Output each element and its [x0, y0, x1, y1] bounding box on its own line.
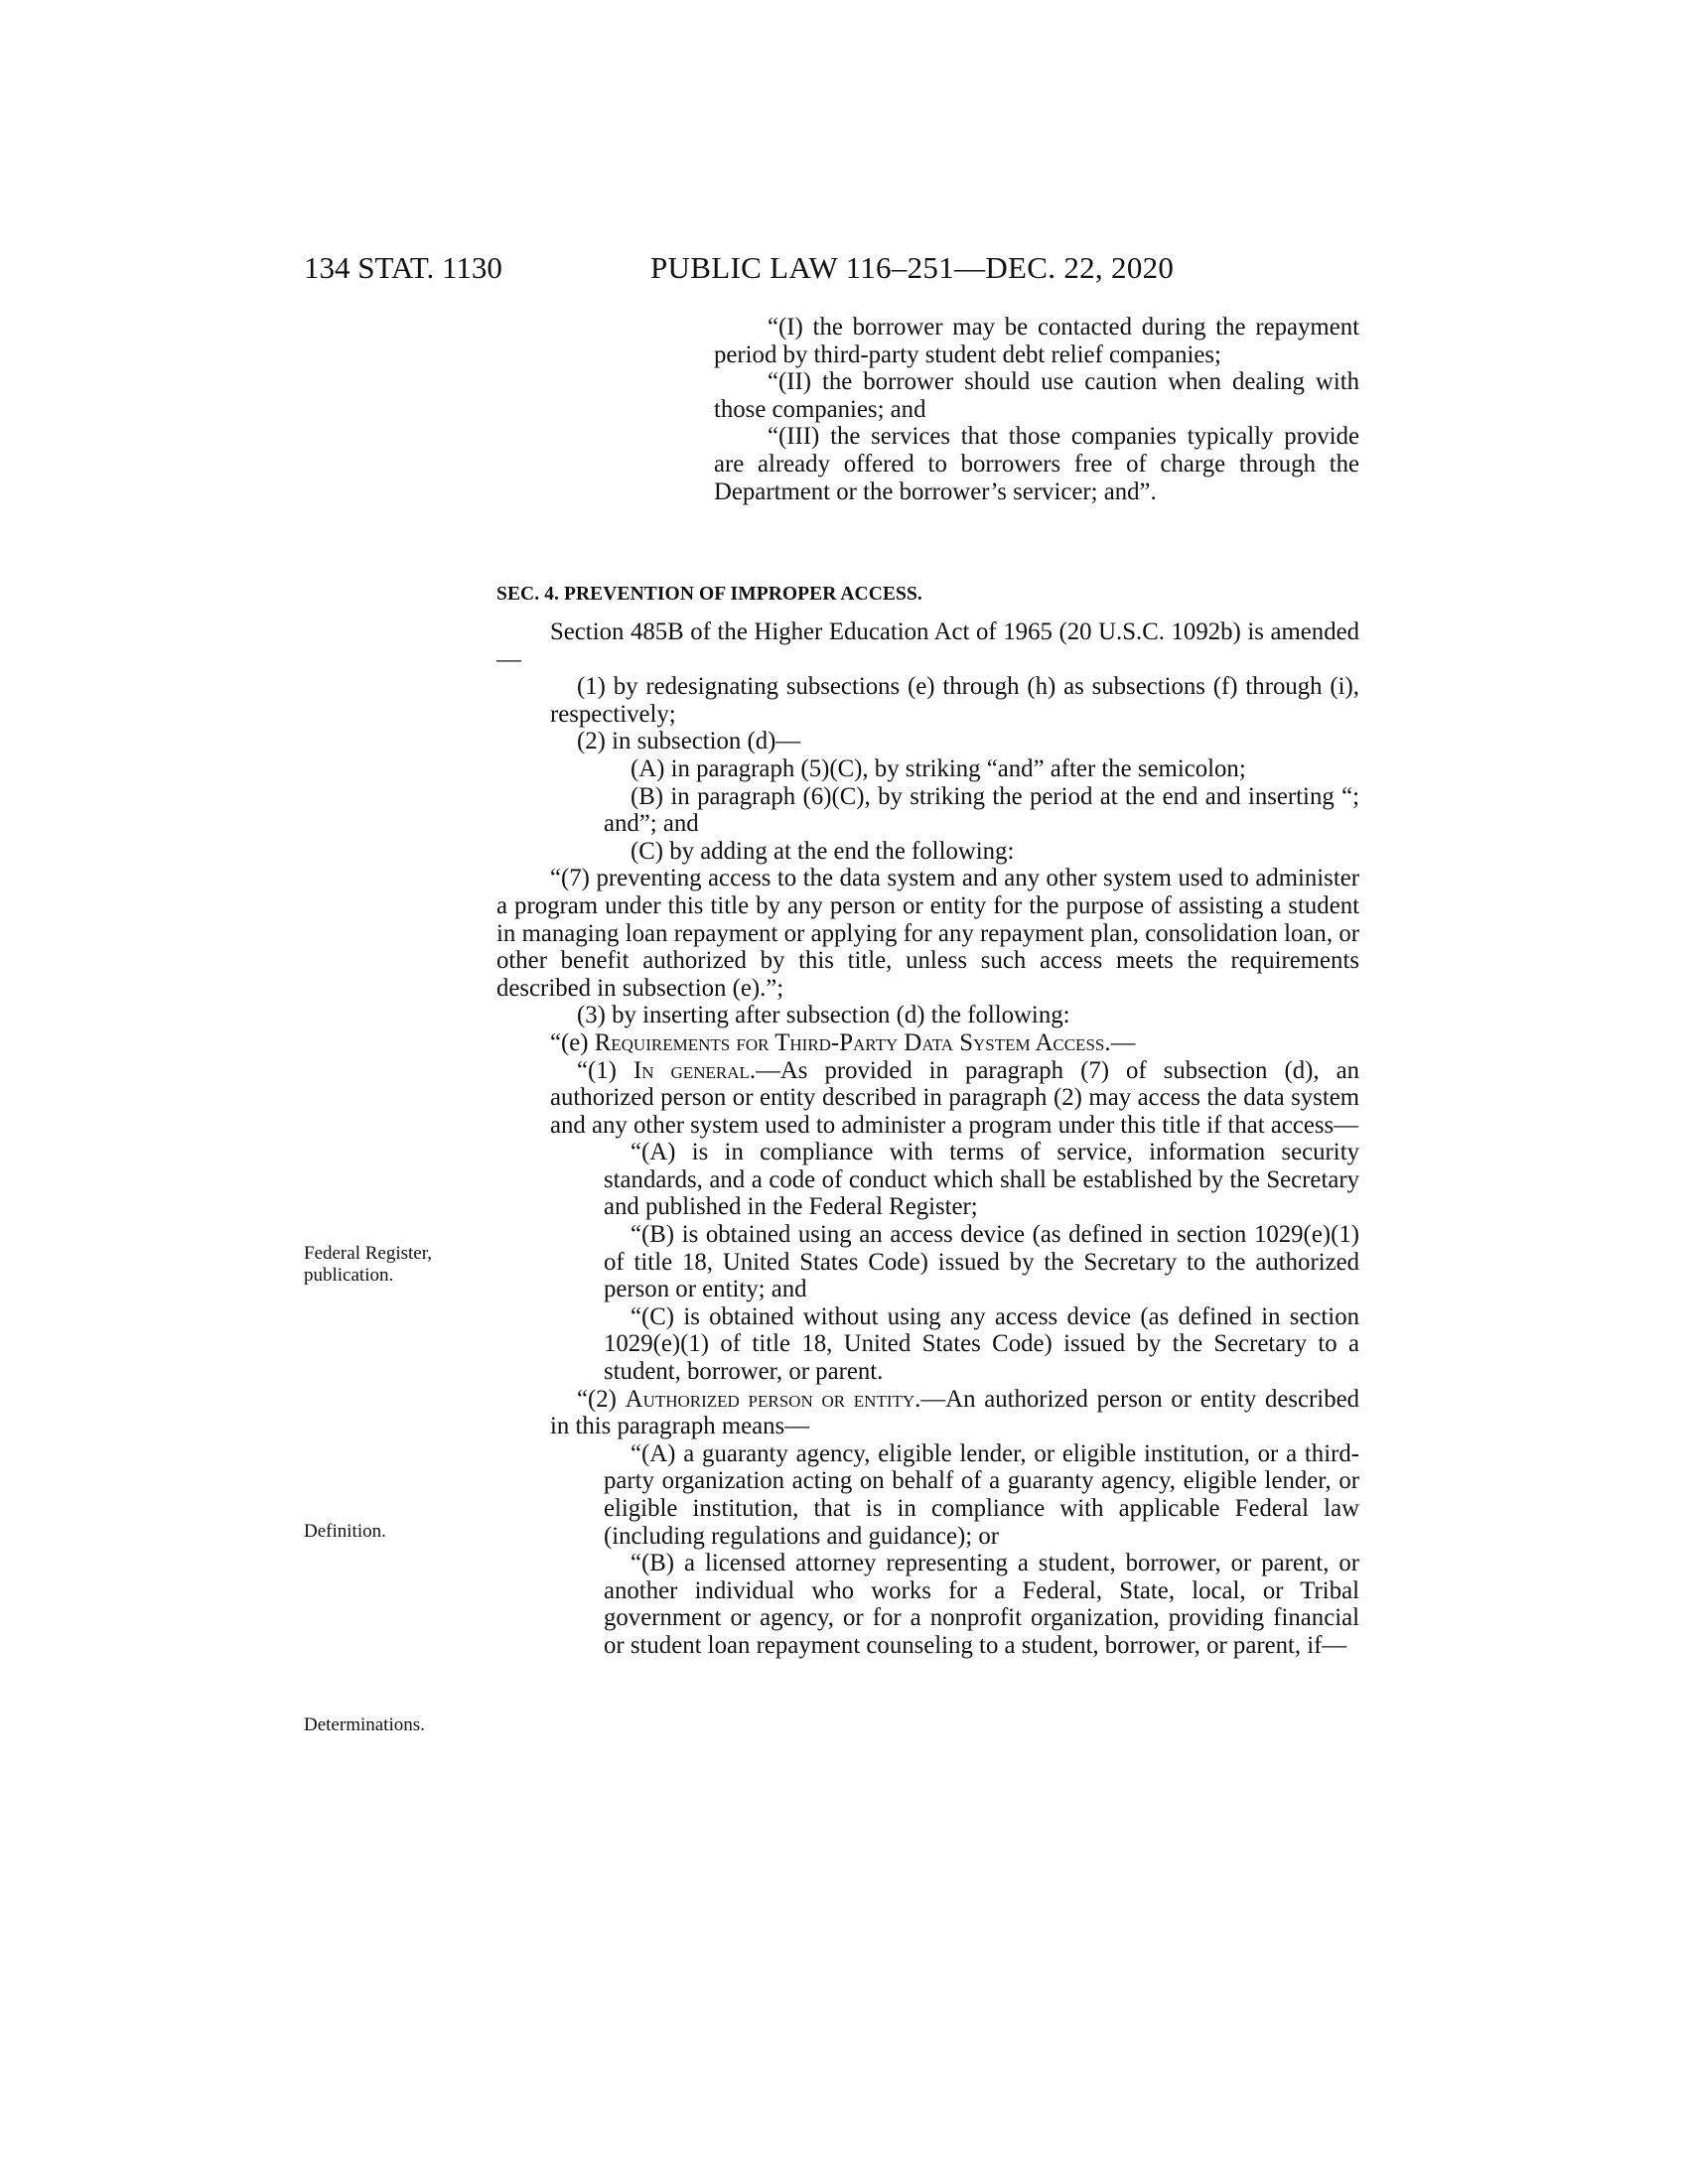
subclause-I: “(I) the borrower may be contacted during the repayment period by third-party student debt relief companies;	[714, 314, 1359, 368]
paragraph-2-B: (B) in paragraph (6)(C), by striking the period at the end and inserting “; and”; and	[604, 782, 1359, 838]
margin-note-line: Federal Register,	[304, 1243, 433, 1264]
subsection-e-2-A: “(A) a guaranty agency, eligible lender, or eligible institution, or a third-party organization acting on behalf of a guaranty agency, eligible lender, or eligible institution, that is in compliance with applicable Federal law (including regulations and guidance); or	[604, 1439, 1359, 1550]
e1-prefix: “(1)	[577, 1056, 617, 1084]
margin-note-line: publication.	[304, 1265, 394, 1286]
statute-page-number: 134 STAT. 1130	[304, 250, 502, 285]
paragraph-2-A: (A) in paragraph (5)(C), by striking “and” after the semicolon;	[631, 754, 1246, 782]
margin-note-definition: Definition.	[304, 1521, 386, 1542]
running-header-title: PUBLIC LAW 116–251—DEC. 22, 2020	[650, 250, 1175, 285]
e2-prefix: “(2)	[577, 1385, 617, 1413]
section-intro: Section 485B of the Higher Education Act of 1965 (20 U.S.C. 1092b) is amended—	[496, 618, 1359, 673]
e1-heading: In general.	[633, 1056, 757, 1084]
section-body	[496, 618, 1359, 1660]
section-heading: SEC. 4. PREVENTION OF IMPROPER ACCESS.	[496, 584, 922, 605]
paragraph-3: (3) by inserting after subsection (d) the following:	[577, 1002, 1070, 1029]
subsection-e-1	[550, 1057, 1359, 1140]
margin-note-determinations: Determinations.	[304, 1714, 425, 1735]
subsection-e-prefix: “(e)	[550, 1028, 589, 1056]
paragraph-2-C: (C) by adding at the end the following:	[631, 837, 1015, 865]
continued-subclauses	[714, 314, 1359, 505]
e2-heading: Authorized person or entity.	[625, 1385, 921, 1413]
subsection-e-dash: —	[1110, 1028, 1136, 1056]
paragraph-2: (2) in subsection (d)—	[577, 728, 801, 755]
inserted-paragraph-7: “(7) preventing access to the data system and any other system used to administer a program under this title by any person or entity for the purpose of assisting a student in managing loan repayment or applying for any repayment plan, consolidation loan, or other benefit authorized by this title, unless such access meets the requirements described in subsection (e).”;	[496, 865, 1359, 1002]
paragraph-1: (1) by redesignating subsections (e) through (h) as subsections (f) through (i), respectively;	[550, 673, 1359, 728]
margin-note-federal-register	[304, 1243, 473, 1287]
subsection-e-1-A: “(A) is in compliance with terms of service, information security standards, and a code of conduct which shall be established by the Secretary and published in the Federal Register;	[604, 1139, 1359, 1221]
subsection-e-heading	[550, 1029, 1359, 1057]
e2-text: —An authorized person or entity described in this paragraph means—	[550, 1385, 1359, 1440]
subsection-e-2	[550, 1386, 1359, 1440]
subclause-III: “(III) the services that those companies typically provide are already offered to borrowers free of charge through the Department or the borrower’s servicer; and”.	[714, 423, 1359, 505]
subsection-e-2-B: “(B) a licensed attorney representing a student, borrower, or parent, or another individual who works for a Federal, State, local, or Tribal government or agency, or for a nonprofit organization, providing financial or student loan repayment counseling to a student, borrower, or parent, if—	[604, 1550, 1359, 1659]
subsection-e-1-B: “(B) is obtained using an access device (as defined in section 1029(e)(1) of title 18, United States Code) issued by the Secretary to the authorized person or entity; and	[604, 1221, 1359, 1303]
e1-text: —As provided in paragraph (7) of subsection (d), an authorized person or entity described in paragraph (2) may access the data system and any other system used to administer a program under this title if that access—	[550, 1056, 1360, 1139]
subsection-e-1-C: “(C) is obtained without using any access device (as defined in section 1029(e)(1) of title 18, United States Code) issued by the Secretary to a student, borrower, or parent.	[604, 1302, 1359, 1386]
subsection-e-title: Requirements for Third-Party Data System Access.	[594, 1028, 1111, 1056]
subclause-II: “(II) the borrower should use caution when dealing with those companies; and	[714, 368, 1359, 423]
